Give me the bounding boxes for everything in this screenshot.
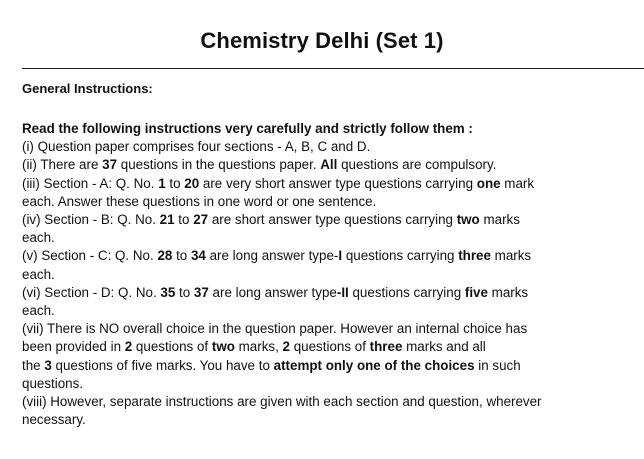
instruction-emphasis: two bbox=[456, 212, 480, 228]
instruction-text: to bbox=[175, 284, 194, 300]
instruction-emphasis: 2 bbox=[124, 339, 133, 355]
instruction-i-text: (i) Question paper comprises four sections - A, B, C and D. bbox=[22, 139, 371, 155]
instruction-emphasis: 37 bbox=[102, 157, 118, 173]
instruction-text: (vii) There is NO overall choice in the question paper. However an internal choice has bbox=[22, 321, 528, 337]
instruction-emphasis: 1 bbox=[158, 175, 166, 191]
instruction-text: (ii) There are bbox=[22, 157, 103, 173]
instruction-text: mark bbox=[500, 175, 535, 191]
instruction-text: each. bbox=[22, 266, 55, 282]
instruction-text: to bbox=[172, 248, 191, 264]
instruction-ii bbox=[22, 156, 642, 174]
instruction-text: to bbox=[174, 212, 194, 228]
instruction-text: are long answer type bbox=[208, 284, 337, 300]
instruction-text: marks bbox=[490, 248, 532, 264]
instruction-text: questions of five marks. You have to bbox=[51, 357, 274, 373]
instruction-text: each. bbox=[22, 303, 55, 319]
instruction-text: (vi) Section - D: Q. No. bbox=[22, 284, 161, 300]
instruction-text: are short answer type questions carrying bbox=[208, 212, 457, 228]
instruction-text: each. Answer these questions in one word or one sentence. bbox=[22, 193, 377, 209]
instruction-emphasis: All bbox=[320, 157, 338, 173]
instruction-emphasis: 21 bbox=[159, 212, 175, 228]
instruction-emphasis: three bbox=[369, 339, 403, 355]
instruction-text: marks bbox=[487, 284, 529, 300]
instruction-text: each. bbox=[22, 230, 55, 246]
instructions-lead: Read the following instructions very carefully and strictly follow them : bbox=[22, 121, 473, 136]
general-instructions-heading: General Instructions: bbox=[22, 81, 153, 96]
instruction-vi bbox=[22, 284, 642, 320]
instruction-i bbox=[22, 138, 642, 156]
instruction-text: marks and all bbox=[402, 339, 486, 355]
instruction-line bbox=[22, 248, 531, 263]
title-divider bbox=[22, 68, 644, 69]
instruction-line bbox=[22, 285, 528, 300]
instruction-viii bbox=[22, 393, 642, 429]
instruction-text: in such bbox=[474, 357, 521, 373]
instructions-body bbox=[22, 120, 642, 429]
instruction-text: questions in the questions paper. bbox=[117, 157, 321, 173]
instruction-text: marks bbox=[479, 212, 520, 228]
instruction-emphasis: 2 bbox=[282, 339, 290, 355]
instruction-emphasis: 20 bbox=[184, 175, 200, 191]
instruction-emphasis: -II bbox=[336, 284, 349, 300]
instruction-text: questions carrying bbox=[342, 248, 459, 264]
instruction-text: the bbox=[22, 357, 45, 373]
instruction-text: questions carrying bbox=[348, 284, 465, 300]
instruction-text: (iv) Section - B: Q. No. bbox=[22, 212, 160, 228]
instruction-vii bbox=[22, 320, 642, 393]
instruction-emphasis: attempt only one of the choices bbox=[273, 357, 475, 373]
instruction-text: questions. bbox=[22, 375, 84, 391]
instruction-emphasis: five bbox=[464, 284, 488, 300]
instruction-emphasis: 34 bbox=[190, 248, 206, 264]
instruction-emphasis: 35 bbox=[160, 284, 176, 300]
instruction-text: been provided in bbox=[22, 339, 125, 355]
document-title: Chemistry Delhi (Set 1) bbox=[200, 28, 444, 53]
instruction-emphasis: 37 bbox=[193, 284, 209, 300]
instruction-line bbox=[22, 176, 534, 191]
instruction-text: (v) Section - C: Q. No. bbox=[22, 248, 158, 264]
instruction-iv bbox=[22, 211, 642, 247]
instruction-text: (iii) Section - A: Q. No. bbox=[22, 175, 159, 191]
instruction-emphasis: 3 bbox=[44, 357, 52, 373]
instruction-text: necessary. bbox=[22, 412, 86, 428]
instruction-emphasis: 27 bbox=[193, 212, 209, 228]
instruction-emphasis: two bbox=[211, 339, 235, 355]
instruction-text: questions are compulsory. bbox=[337, 157, 497, 173]
instruction-text: (viii) However, separate instructions are given with each section and question, wherever bbox=[22, 394, 542, 410]
instruction-emphasis: I bbox=[338, 248, 343, 264]
instruction-text: marks, bbox=[234, 339, 283, 355]
instruction-line bbox=[22, 212, 520, 227]
instruction-text: questions of bbox=[132, 339, 212, 355]
instruction-text: are very short answer type questions carrying bbox=[199, 175, 477, 191]
instruction-emphasis: 28 bbox=[157, 248, 173, 264]
instruction-text: to bbox=[165, 175, 185, 191]
instruction-text: questions of bbox=[290, 339, 370, 355]
instruction-text: are long answer type- bbox=[205, 248, 339, 264]
instruction-emphasis: one bbox=[476, 175, 501, 191]
instruction-v bbox=[22, 247, 642, 283]
instruction-emphasis: three bbox=[458, 248, 491, 264]
instruction-iii bbox=[22, 175, 642, 211]
